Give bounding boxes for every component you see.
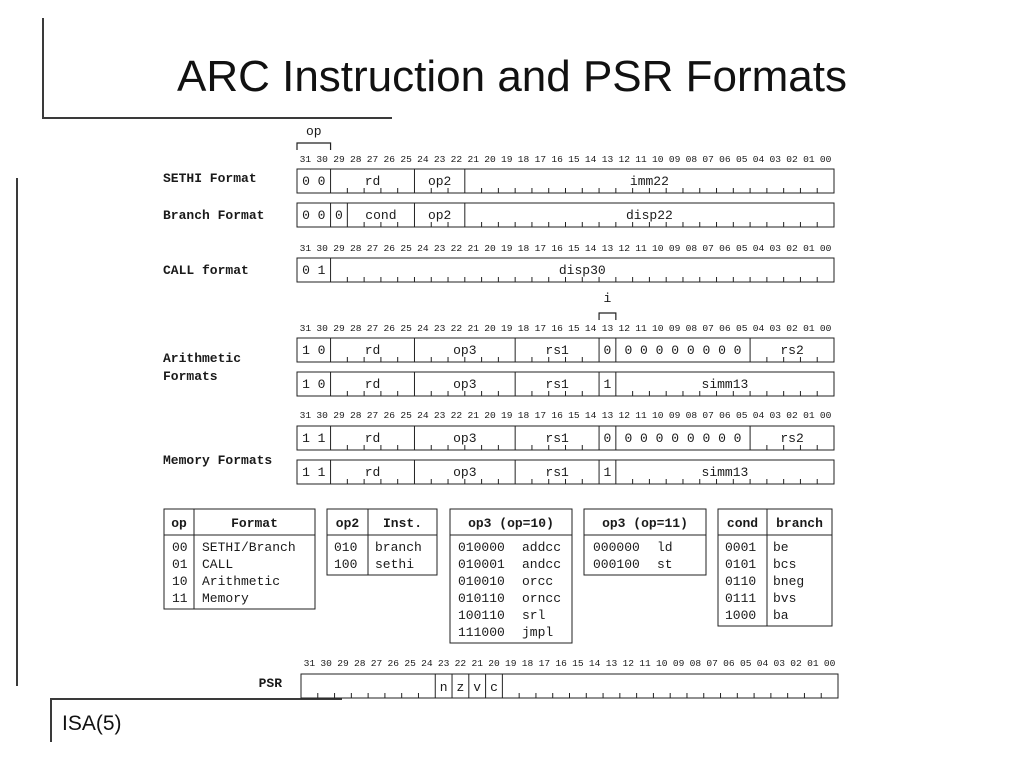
format-1-row-0-field-2: cond [365,208,397,223]
format-3-label-0: Arithmetic [163,351,242,366]
table-op3-op10-cell-2-1: orcc [522,574,554,589]
format-0-bit-23: 23 [433,154,446,165]
psr-bit-26: 26 [387,658,400,669]
format-2-bit-04: 04 [752,243,765,254]
format-2-bit-00: 00 [819,243,832,254]
format-4-bit-14: 14 [584,410,597,421]
format-3-row-0-field-3: rs1 [545,343,569,358]
psr-bit-28: 28 [353,658,366,669]
format-3-row-0-field-4: 0 [603,343,612,358]
format-0-bit-29: 29 [333,154,345,165]
table-cond-branch-cell-3-1: bvs [773,591,797,606]
format-4-bit-16: 16 [551,410,563,421]
format-2-bit-14: 14 [584,243,597,254]
format-2-bit-16: 16 [551,243,563,254]
format-0-bit-24: 24 [417,154,429,165]
format-3-row-0-field-1: rd [364,343,381,358]
format-2-bit-24: 24 [417,243,429,254]
slide-title: ARC Instruction and PSR Formats [176,52,847,101]
format-0-row-0-field-3: imm22 [629,174,669,189]
format-3-bit-26: 26 [383,323,396,334]
op-marker-bracket [297,143,331,150]
format-4-row-1-field-0: 1 1 [302,465,326,480]
format-3-bit-18: 18 [517,323,530,334]
table-op-format-cell-2-0: 10 [172,574,188,589]
format-3-row-0-field-2: op3 [453,343,477,358]
format-3-bit-29: 29 [333,323,345,334]
format-0-bit-27: 27 [366,154,379,165]
format-0-bit-19: 19 [501,154,513,165]
format-3-bit-06: 06 [719,323,731,334]
format-0-bit-10: 10 [652,154,664,165]
format-3-row-0-field-6: rs2 [780,343,804,358]
format-0-bit-26: 26 [383,154,396,165]
format-3-bit-21: 21 [467,323,479,334]
table-cond-branch-cell-1-0: 0101 [725,557,757,572]
format-2-bit-18: 18 [517,243,530,254]
format-4-bit-04: 04 [752,410,765,421]
table-op3-op11-cell-0-1: ld [657,540,673,555]
i-marker-label: i [603,291,612,306]
format-0-bit-07: 07 [702,154,714,165]
op-marker-label: op [305,124,322,139]
psr-bit-04: 04 [756,658,769,669]
format-4-bit-17: 17 [534,410,547,421]
format-3-bit-20: 20 [484,323,496,334]
table-op-format-header-1: Format [231,516,278,531]
format-0-bit-31: 31 [299,154,312,165]
format-4-row-0-field-1: rd [364,431,381,446]
format-4-row-1-field-1: rd [364,465,381,480]
format-2-bit-03: 03 [769,243,782,254]
table-op3-op11-cell-1-1: st [657,557,673,572]
format-3-bit-07: 07 [702,323,714,334]
format-2-bit-09: 09 [668,243,681,254]
format-3-row-0-field-5: 0 0 0 0 0 0 0 0 [624,343,742,358]
psr-bit-13: 13 [605,658,618,669]
format-4-bit-12: 12 [618,410,630,421]
psr-bit-24: 24 [421,658,433,669]
format-4-bit-27: 27 [366,410,379,421]
table-op3-op10-cell-3-0: 010110 [458,591,505,606]
format-0-bit-06: 06 [719,154,731,165]
table-cond-branch-cell-0-1: be [773,540,789,555]
format-4-row-0-field-3: rs1 [545,431,569,446]
format-0-bit-15: 15 [568,154,580,165]
format-3-bit-00: 00 [819,323,832,334]
table-op-format-cell-0-0: 00 [172,540,188,555]
format-3-row-1-field-5: simm13 [701,377,749,392]
table-op-format-cell-3-1: Memory [202,591,249,606]
format-2-bit-05: 05 [735,243,748,254]
i-marker-bracket [599,313,616,320]
format-4-bit-09: 09 [668,410,681,421]
format-4-bit-05: 05 [735,410,748,421]
format-4-bit-23: 23 [433,410,446,421]
format-0-label-0: SETHI Format [163,171,257,186]
format-4-bit-21: 21 [467,410,479,421]
format-4-row-1-field-5: simm13 [701,465,749,480]
psr-bit-11: 11 [639,658,651,669]
format-0-row-0-field-1: rd [364,174,381,189]
format-3-bit-04: 04 [752,323,765,334]
psr-label: PSR [258,676,282,691]
format-4-bit-29: 29 [333,410,345,421]
psr-bit-07: 07 [706,658,718,669]
format-4-row-0-field-5: 0 0 0 0 0 0 0 0 [624,431,742,446]
format-3-bit-10: 10 [652,323,664,334]
table-op3-op10-cell-5-1: jmpl [522,625,554,640]
format-0-bit-01: 01 [803,154,815,165]
psr-bit-00: 00 [823,658,836,669]
format-0-bit-21: 21 [467,154,479,165]
format-3-bit-13: 13 [601,323,614,334]
table-op3-op10-cell-0-1: addcc [522,540,562,555]
format-2-bit-10: 10 [652,243,664,254]
format-3-bit-14: 14 [584,323,597,334]
format-4-bit-19: 19 [501,410,513,421]
format-0-row-0-field-2: op2 [427,174,452,189]
format-0-bit-05: 05 [735,154,748,165]
psr-bit-08: 08 [689,658,702,669]
format-4-bit-20: 20 [484,410,496,421]
format-0-bit-14: 14 [584,154,597,165]
table-cond-branch-cell-4-1: ba [773,608,789,623]
format-3-bit-19: 19 [501,323,513,334]
format-4-row-1-field-3: rs1 [545,465,569,480]
footer-label: ISA(5) [62,712,122,735]
psr-bit-31: 31 [303,658,316,669]
psr-bit-10: 10 [656,658,668,669]
format-3-row-1-field-4: 1 [603,377,612,392]
format-4-row-0-field-2: op3 [453,431,477,446]
format-2-bit-06: 06 [719,243,731,254]
format-4-bit-07: 07 [702,410,714,421]
format-4-row-1-field-4: 1 [603,465,612,480]
table-op3-op11-cell-0-0: 000000 [593,540,640,555]
format-2-bit-07: 07 [702,243,714,254]
format-0-bit-02: 02 [786,154,798,165]
table-cond-branch-cell-1-1: bcs [773,557,797,572]
psr-bit-02: 02 [790,658,802,669]
psr-bit-20: 20 [488,658,500,669]
format-0-bit-00: 00 [819,154,832,165]
psr-bit-19: 19 [505,658,517,669]
psr-flag-c: c [490,680,498,695]
format-4-bit-01: 01 [803,410,815,421]
format-0-bit-25: 25 [400,154,412,165]
psr-bit-12: 12 [622,658,634,669]
format-0-bit-03: 03 [769,154,782,165]
table-op3-op10-cell-5-0: 111000 [458,625,505,640]
table-op3-op10-cell-3-1: orncc [522,591,562,606]
format-3-bit-24: 24 [417,323,429,334]
format-2-bit-21: 21 [467,243,479,254]
table-op-format-cell-1-1: CALL [202,557,234,572]
format-3-bit-31: 31 [299,323,312,334]
table-op3-op10-cell-4-0: 100110 [458,608,505,623]
format-3-bit-11: 11 [635,323,647,334]
psr-bit-23: 23 [437,658,450,669]
table-cond-branch-header-0: cond [726,516,759,531]
format-2-row-0-field-1: disp30 [558,263,606,278]
table-op2-inst-cell-1-0: 100 [334,557,358,572]
table-op-format-cell-0-1: SETHI/Branch [202,540,296,555]
format-4-row-0-field-4: 0 [603,431,612,446]
format-2-bit-08: 08 [685,243,698,254]
table-op3-op10-header-0: op3 (op=10) [468,516,554,531]
psr-bit-27: 27 [370,658,383,669]
format-0-bit-13: 13 [601,154,614,165]
table-op-format-header-0: op [171,516,187,531]
format-1-row-0-field-3: op2 [427,208,452,223]
table-op2-inst-cell-0-1: branch [375,540,422,555]
format-4-bit-02: 02 [786,410,798,421]
format-2-bit-20: 20 [484,243,496,254]
format-4-row-0-field-6: rs2 [780,431,804,446]
format-3-row-0-field-0: 1 0 [302,343,326,358]
table-cond-branch-cell-2-0: 0110 [725,574,757,589]
table-op-format-cell-2-1: Arithmetic [202,574,281,589]
format-2-bit-02: 02 [786,243,798,254]
psr-bit-18: 18 [521,658,534,669]
format-3-bit-08: 08 [685,323,698,334]
format-3-row-1-field-2: op3 [453,377,477,392]
format-2-bit-17: 17 [534,243,547,254]
psr-flag-n: n [439,680,448,695]
table-op3-op10-cell-2-0: 010010 [458,574,505,589]
format-4-bit-24: 24 [417,410,429,421]
format-0-bit-04: 04 [752,154,765,165]
format-0-bit-17: 17 [534,154,547,165]
format-4-row-0-field-0: 1 1 [302,431,326,446]
format-2-bit-22: 22 [450,243,463,254]
format-4-bit-08: 08 [685,410,698,421]
format-3-bit-27: 27 [366,323,379,334]
table-op3-op10-cell-4-1: srl [522,608,546,623]
psr-bit-30: 30 [320,658,332,669]
psr-flag-v: v [473,680,482,695]
psr-bit-03: 03 [773,658,786,669]
format-3-label-1: Formats [163,369,218,384]
format-1-row-0-field-4: disp22 [626,208,673,223]
format-4-bit-03: 03 [769,410,782,421]
format-3-bit-12: 12 [618,323,630,334]
psr-bit-29: 29 [337,658,349,669]
table-op2-inst-cell-1-1: sethi [375,557,415,572]
format-2-bit-23: 23 [433,243,446,254]
format-3-bit-22: 22 [450,323,463,334]
psr-bit-05: 05 [739,658,752,669]
format-3-bit-02: 02 [786,323,798,334]
format-0-bit-09: 09 [668,154,681,165]
format-0-bit-30: 30 [316,154,328,165]
table-op3-op10-cell-1-0: 010001 [458,557,505,572]
format-4-bit-26: 26 [383,410,396,421]
psr-bit-15: 15 [572,658,584,669]
format-0-bit-16: 16 [551,154,563,165]
format-4-bit-25: 25 [400,410,412,421]
table-op-format-cell-3-0: 11 [172,591,188,606]
format-2-bit-01: 01 [803,243,815,254]
format-2-bit-29: 29 [333,243,345,254]
format-1-label-0: Branch Format [163,208,265,223]
format-2-bit-30: 30 [316,243,328,254]
format-0-bit-20: 20 [484,154,496,165]
format-2-bit-19: 19 [501,243,513,254]
format-3-bit-17: 17 [534,323,547,334]
format-2-bit-11: 11 [635,243,647,254]
format-3-bit-23: 23 [433,323,446,334]
format-2-bit-15: 15 [568,243,580,254]
psr-bit-22: 22 [454,658,467,669]
table-cond-branch-header-1: branch [776,516,823,531]
table-op2-inst-cell-0-0: 010 [334,540,358,555]
format-3-bit-25: 25 [400,323,412,334]
format-1-row-0-field-0: 0 0 [302,208,326,223]
table-op3-op10-cell-1-1: andcc [522,557,562,572]
format-0-bit-11: 11 [635,154,647,165]
format-0-bit-22: 22 [450,154,463,165]
format-2-bit-27: 27 [366,243,379,254]
psr-bit-21: 21 [471,658,483,669]
format-2-bit-31: 31 [299,243,312,254]
table-op-format-cell-1-0: 01 [172,557,188,572]
table-op2-inst-header-1: Inst. [382,516,423,531]
format-4-label-0: Memory Formats [163,453,273,468]
table-cond-branch-cell-2-1: bneg [773,574,805,589]
format-2-bit-28: 28 [349,243,362,254]
table-op3-op11-cell-1-0: 000100 [593,557,640,572]
table-op2-inst-header-0: op2 [335,516,360,531]
format-2-bit-26: 26 [383,243,396,254]
format-3-bit-30: 30 [316,323,328,334]
format-3-bit-01: 01 [803,323,815,334]
format-4-bit-15: 15 [568,410,580,421]
format-2-bit-12: 12 [618,243,630,254]
format-0-bit-12: 12 [618,154,630,165]
format-2-bit-13: 13 [601,243,614,254]
format-3-row-1-field-0: 1 0 [302,377,326,392]
format-2-row-0-field-0: 0 1 [302,263,326,278]
format-0-row-0-field-0: 0 0 [302,174,326,189]
psr-bit-16: 16 [555,658,567,669]
psr-bit-25: 25 [404,658,416,669]
format-4-bit-28: 28 [349,410,362,421]
format-3-bit-09: 09 [668,323,681,334]
format-2-bit-25: 25 [400,243,412,254]
format-3-row-1-field-3: rs1 [545,377,569,392]
psr-bit-09: 09 [672,658,685,669]
psr-bit-14: 14 [588,658,601,669]
format-1-row-0-field-1: 0 [335,208,343,223]
format-4-bit-18: 18 [517,410,530,421]
format-2-label-0: CALL format [163,263,249,278]
format-0-bit-28: 28 [349,154,362,165]
format-4-bit-10: 10 [652,410,664,421]
format-3-row-1-field-1: rd [364,377,381,392]
table-op3-op11-header-0: op3 (op=11) [602,516,688,531]
format-4-bit-31: 31 [299,410,312,421]
format-0-bit-18: 18 [517,154,530,165]
format-4-bit-13: 13 [601,410,614,421]
table-cond-branch-cell-4-0: 1000 [725,608,757,623]
format-3-bit-03: 03 [769,323,782,334]
format-4-bit-22: 22 [450,410,463,421]
format-3-bit-05: 05 [735,323,748,334]
format-4-bit-06: 06 [719,410,731,421]
format-4-bit-30: 30 [316,410,328,421]
format-4-bit-00: 00 [819,410,832,421]
format-3-bit-16: 16 [551,323,563,334]
psr-bit-01: 01 [807,658,819,669]
format-4-row-1-field-2: op3 [453,465,477,480]
psr-bit-06: 06 [723,658,735,669]
psr-flag-z: z [456,680,465,695]
table-cond-branch-cell-3-0: 0111 [725,591,757,606]
format-3-bit-28: 28 [349,323,362,334]
format-3-bit-15: 15 [568,323,580,334]
psr-bit-17: 17 [538,658,551,669]
format-4-bit-11: 11 [635,410,647,421]
table-op3-op10-cell-0-0: 010000 [458,540,505,555]
format-0-bit-08: 08 [685,154,698,165]
table-cond-branch-cell-0-0: 0001 [725,540,757,555]
